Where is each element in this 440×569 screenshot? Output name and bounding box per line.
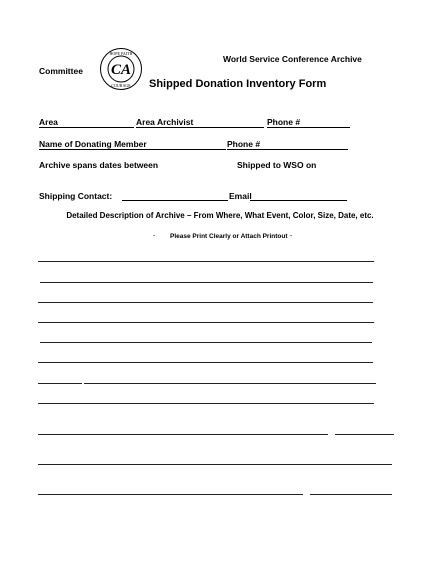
area-archivist-field[interactable] bbox=[136, 127, 264, 128]
bullet-right: - bbox=[290, 233, 293, 240]
description-line[interactable] bbox=[40, 282, 373, 283]
shipping-contact-field[interactable] bbox=[122, 200, 228, 201]
phone-field-2[interactable] bbox=[227, 149, 348, 150]
logo-ring-bottom: COURAGE bbox=[111, 83, 131, 88]
phone-label-2: Phone # bbox=[227, 139, 261, 149]
phone-field-1[interactable] bbox=[267, 127, 350, 128]
committee-label: Committee bbox=[39, 66, 83, 76]
shipped-to-label: Shipped to WSO on bbox=[237, 160, 317, 170]
description-line[interactable] bbox=[38, 434, 328, 435]
area-archivist-label: Area Archivist bbox=[136, 117, 194, 127]
description-line[interactable] bbox=[84, 383, 376, 384]
description-line[interactable] bbox=[38, 302, 373, 303]
description-line[interactable] bbox=[38, 322, 374, 323]
logo-ring-top: HOPE FAITH bbox=[109, 51, 133, 56]
date-span-label: Archive spans dates between bbox=[39, 160, 159, 170]
description-line[interactable] bbox=[310, 494, 392, 495]
bullet-left: - bbox=[153, 233, 156, 240]
description-line[interactable] bbox=[38, 494, 303, 495]
phone-label-1: Phone # bbox=[267, 117, 301, 127]
shipping-contact-label: Shipping Contact: bbox=[39, 191, 113, 201]
donating-member-field[interactable] bbox=[39, 149, 226, 150]
ca-logo bbox=[99, 47, 143, 91]
form-title: Shipped Donation Inventory Form bbox=[149, 78, 327, 90]
description-heading: Detailed Description of Archive – From Where, What Event, Color, Size, Date, etc. bbox=[66, 211, 374, 220]
email-label: Email bbox=[229, 191, 252, 201]
description-line[interactable] bbox=[38, 383, 82, 384]
description-line[interactable] bbox=[40, 342, 372, 343]
description-line[interactable] bbox=[335, 434, 394, 435]
description-line[interactable] bbox=[38, 403, 374, 404]
logo-monogram: CA bbox=[110, 62, 132, 78]
email-field[interactable] bbox=[250, 200, 347, 201]
area-field[interactable] bbox=[39, 127, 134, 128]
description-line[interactable] bbox=[38, 362, 373, 363]
description-line[interactable] bbox=[38, 464, 392, 465]
donating-member-label: Name of Donating Member bbox=[39, 139, 147, 149]
print-instruction: Please Print Clearly or Attach Printout bbox=[170, 233, 288, 240]
description-line[interactable] bbox=[38, 261, 374, 262]
area-label: Area bbox=[39, 117, 58, 127]
org-line: World Service Conference Archive bbox=[223, 54, 362, 64]
